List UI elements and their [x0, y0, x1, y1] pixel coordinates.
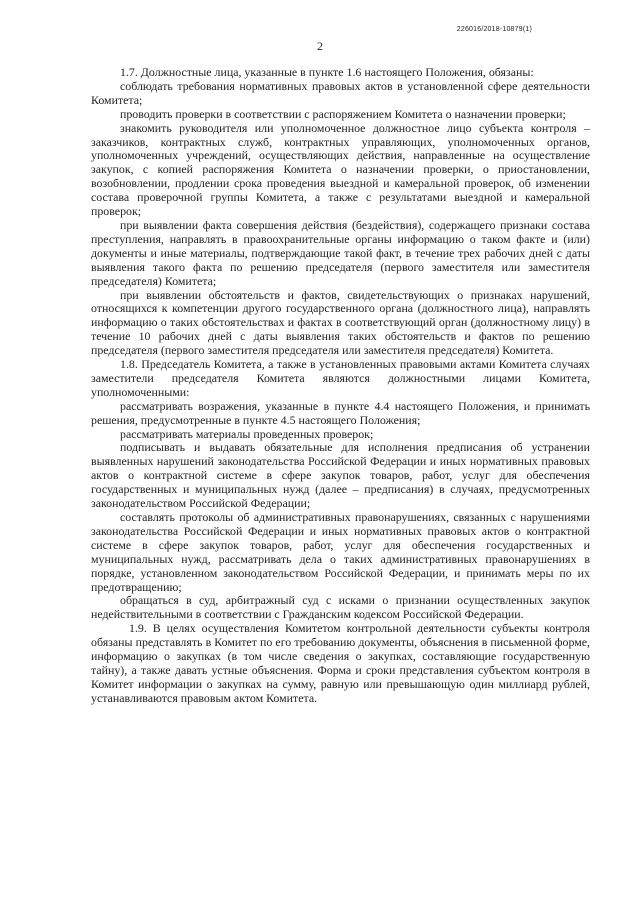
paragraph-conduct-inspections: проводить проверки в соответствии с распоряжением Комитета о назначении проверки; — [120, 106, 566, 121]
paragraph-1-8: 1.8. Председатель Комитета, а также в установленных правовыми актами Комитета случаях заместители председателя Комитета являются должностными лицами Комитета, уполномоченными: — [91, 357, 590, 399]
paragraph-review-materials: рассматривать материалы проведенных проверок; — [120, 426, 374, 441]
paragraph-familiarize-heads: знакомить руководителя или уполномоченное должностное лицо субъекта контроля – заказчиков, контрактных служб, контрактных управляющих, уполномоченных органов, уполномоченных учреждений, осуществляющих действия, направленные на осуществление закупок, с копией распоряжения Комитета о назначении проверки, о приостановлении, возобновлении, продлении срока проведения выездной и камеральной проверок, об изменении состава проверочной группы Комитета, а также с результатами выездной и камеральной проверок; — [91, 120, 590, 219]
paragraph-objections: рассматривать возражения, указанные в пункте 4.4 настоящего Положения, и принимать решения, предусмотренные в пункте 4.5 настоящего Положения; — [91, 398, 590, 427]
paragraph-crime-signs: при выявлении факта совершения действия (бездействия), содержащего признаки состава преступления, направлять в правоохранительные органы информацию о таком факте и (или) документы и иные материалы, подтверждающие такой факт, в течение трех рабочих дней с даты выявления такого факта по решению председателя (первого заместителя или заместителя председателя) Комитета; — [91, 217, 590, 288]
page-number: 2 — [317, 39, 323, 53]
paragraph-1-7: 1.7. Должностные лица, указанные в пункте 1.6 настоящего Положения, обязаны: — [120, 65, 534, 79]
paragraph-1-9: 1.9. В целях осуществления Комитетом контрольной деятельности субъекты контроля обязаны представлять в Комитет по его требованию документы, объяснения в письменной форме, информацию о закупках (в том числе сведения о закупках, составляющие государственную тайну), а также давать устные объяснения. Форма и сроки представления субъектом контроля в Комитет информации о закупках на сумму, равную или превышающую один миллиард рублей, устанавливаются правовым актом Комитета. — [91, 621, 590, 705]
document-body — [91, 66, 590, 706]
paragraph-issue-orders: подписывать и выдавать обязательные для исполнения предписания об устранении выявленных нарушений законодательства Российской Федерации и иных нормативных правовых актов о контрактной системе в сфере закупок товаров, работ, услуг для обеспечения государственных и муниципальных нужд (далее – предписания) в случаях, предусмотренных законодательством Российской Федерации; — [91, 440, 590, 511]
document-number: 226016/2018-10879(1) — [456, 26, 532, 33]
paragraph-comply-requirements: соблюдать требования нормативных правовых актов в установленной сфере деятельности Комитета; — [91, 78, 590, 107]
paragraph-court-claims: обращаться в суд, арбитражный суд с исками о признании осуществленных закупок недействительными в соответствии с Гражданским кодексом Российской Федерации. — [91, 593, 590, 622]
paragraph-protocols: составлять протоколы об административных правонарушениях, связанных с нарушениями законодательства Российской Федерации и иных нормативных правовых актов о контрактной системе в сфере закупок товаров, работ, услуг для обеспечения государственных и муниципальных нужд, рассматривать дела о таких административных правонарушениях в порядке, установленном законодательством Российской Федерации, и принимать меры по их предотвращению; — [91, 510, 590, 594]
paragraph-other-authority: при выявлении обстоятельств и фактов, свидетельствующих о признаках нарушений, относящихся к компетенции другого государственного органа (должностного лица), направлять информацию о таких обстоятельствах и фактах в соответствующий орган (должностному лицу) в течение 10 рабочих дней с даты выявления таких обстоятельств и фактов по решению председателя (первого заместителя председателя или заместителя председателя) Комитета. — [91, 287, 590, 358]
